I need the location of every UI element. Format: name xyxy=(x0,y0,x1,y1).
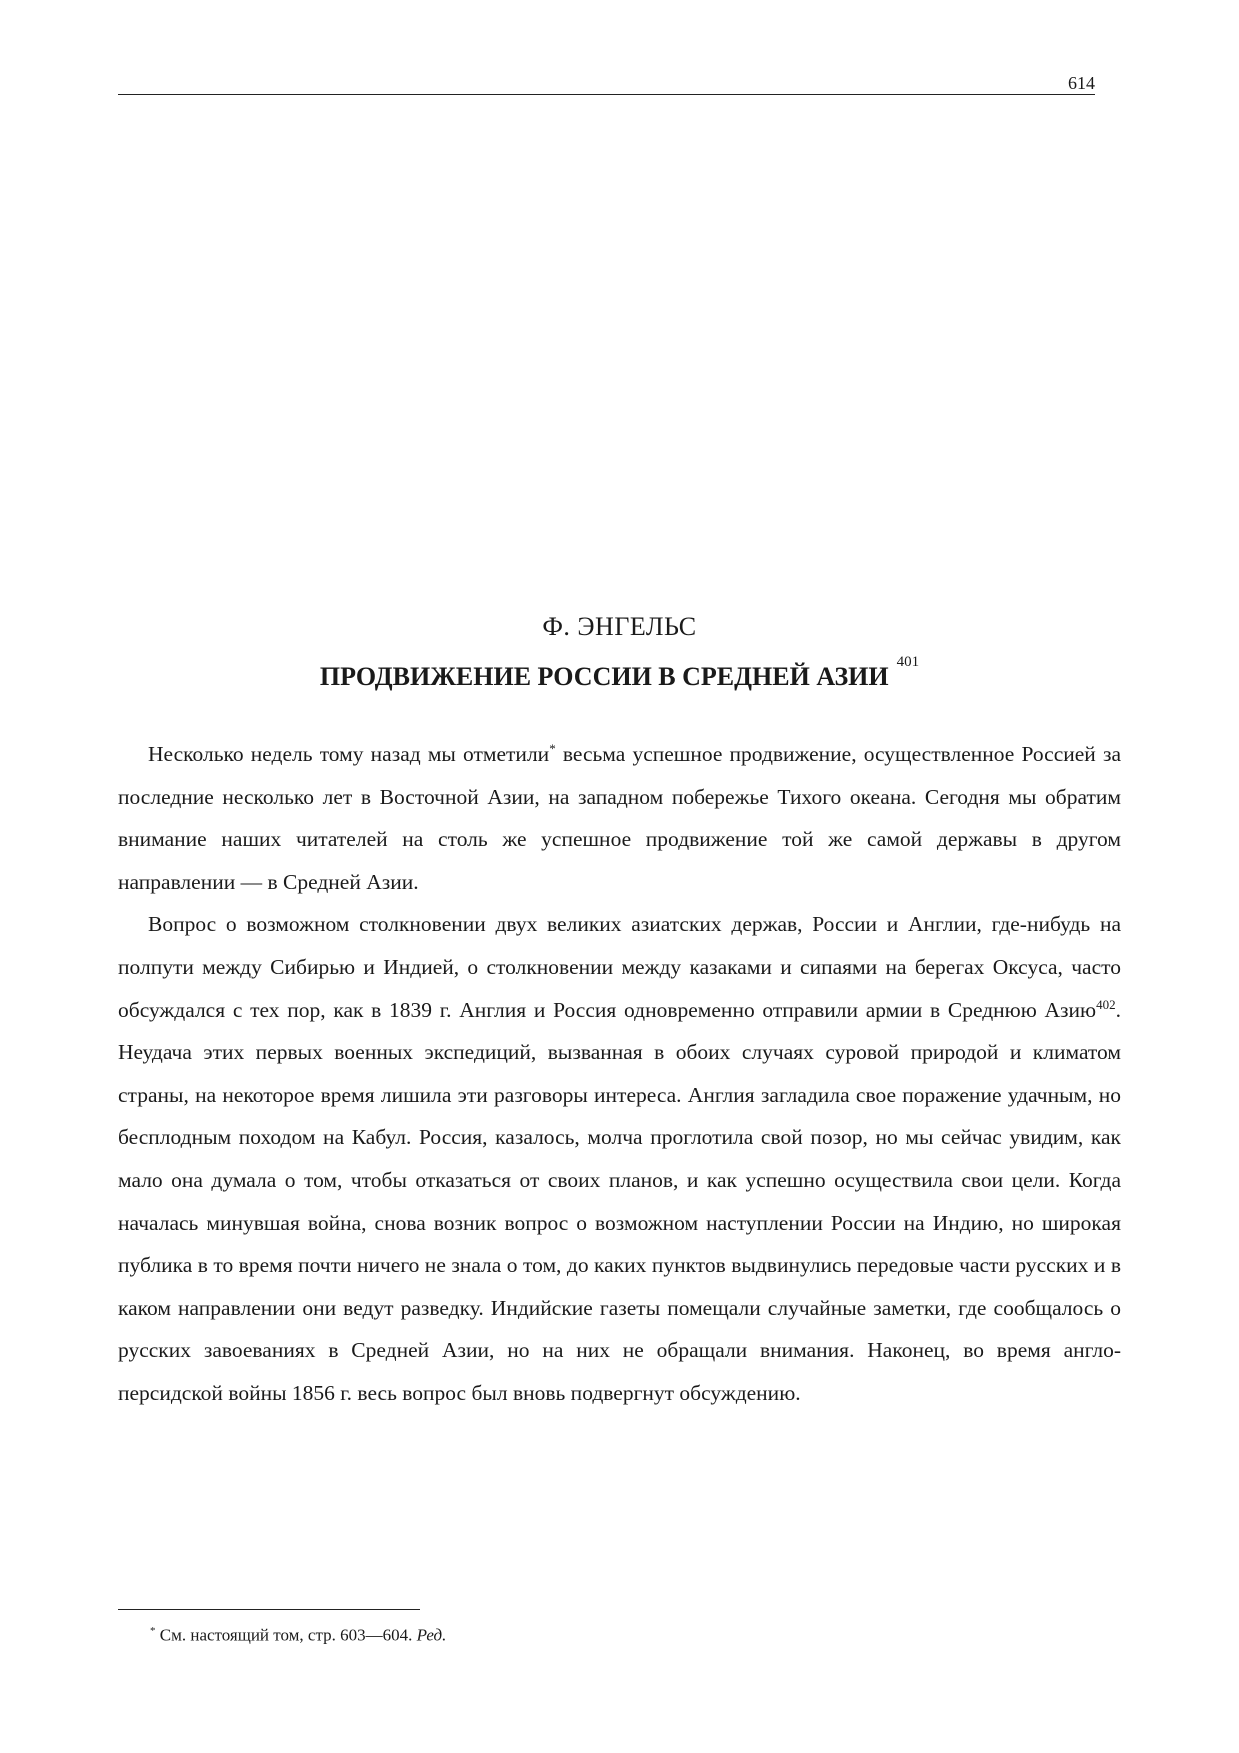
page-number: 614 xyxy=(1068,73,1095,93)
paragraph-1-text-b: весьма успешное продвижение, осуществленное Россией за последние несколько лет в Восточной Азии, на западном побережье Тихого океана. Сегодня мы обратим внимание наших читателей на столь же успешное продвижение той же самой державы в другом направлении — в Средней Азии. xyxy=(118,742,1121,894)
footnote-text: См. настоящий том, стр. 603—604. xyxy=(155,1625,417,1645)
paragraph-2 xyxy=(118,903,1121,1414)
paragraph-2-text-b: . Неудача этих первых военных экспедиций, вызванная в обоих случаях суровой природой и климатом страны, на некоторое время лишила эти разговоры интереса. Англия загладила свое поражение удачным, но бесплодным походом на Кабул. Россия, казалось, молча проглотила свой позор, но мы сейчас увидим, как мало она думала о том, чтобы отказаться от своих планов, и как успешно осуществила свои цели. Когда началась минувшая война, снова возник вопрос о возможном наступлении России на Индию, но широкая публика в то время почти ничего не знала о том, до каких пунктов выдвинулись передовые части русских и в каком направлении они ведут разведку. Индийские газеты помещали случайные заметки, где сообщалось о русских завоеваниях в Средней Азии, но на них не обращали внимания. Наконец, во время англо-персидской войны 1856 г. весь вопрос был вновь подвергнут обсуждению. xyxy=(118,997,1121,1405)
article-author: Ф. ЭНГЕЛЬС xyxy=(542,612,697,641)
paragraph-2-text-a: Вопрос о возможном столкновении двух великих азиатских держав, России и Англии, где-нибудь на полпути между Сибирью и Индией, о столкновении между казаками и сипаями на берегах Оксуса, часто обсуждался с тех пор, как в 1839 г. Англия и Россия одновременно отправили армии в Среднюю Азию xyxy=(118,912,1121,1022)
title-note-reference[interactable]: 401 xyxy=(896,654,920,670)
endnote-reference[interactable]: 402 xyxy=(1096,996,1116,1012)
article-title xyxy=(0,654,1239,692)
paragraph-1 xyxy=(118,733,1121,903)
paragraph-1-text-a: Несколько недель тому назад мы отметили xyxy=(148,742,550,766)
footnote-reference[interactable]: * xyxy=(549,740,556,756)
article-body xyxy=(118,733,1121,1415)
footnote-marker: * xyxy=(150,1625,156,1637)
footnote xyxy=(150,1620,446,1647)
header-rule xyxy=(118,94,1095,95)
article-title-text: ПРОДВИЖЕНИЕ РОССИИ В СРЕДНЕЙ АЗИИ xyxy=(319,662,889,691)
footnote-editor-mark: Ред. xyxy=(416,1625,447,1645)
footnote-rule xyxy=(118,1609,420,1610)
